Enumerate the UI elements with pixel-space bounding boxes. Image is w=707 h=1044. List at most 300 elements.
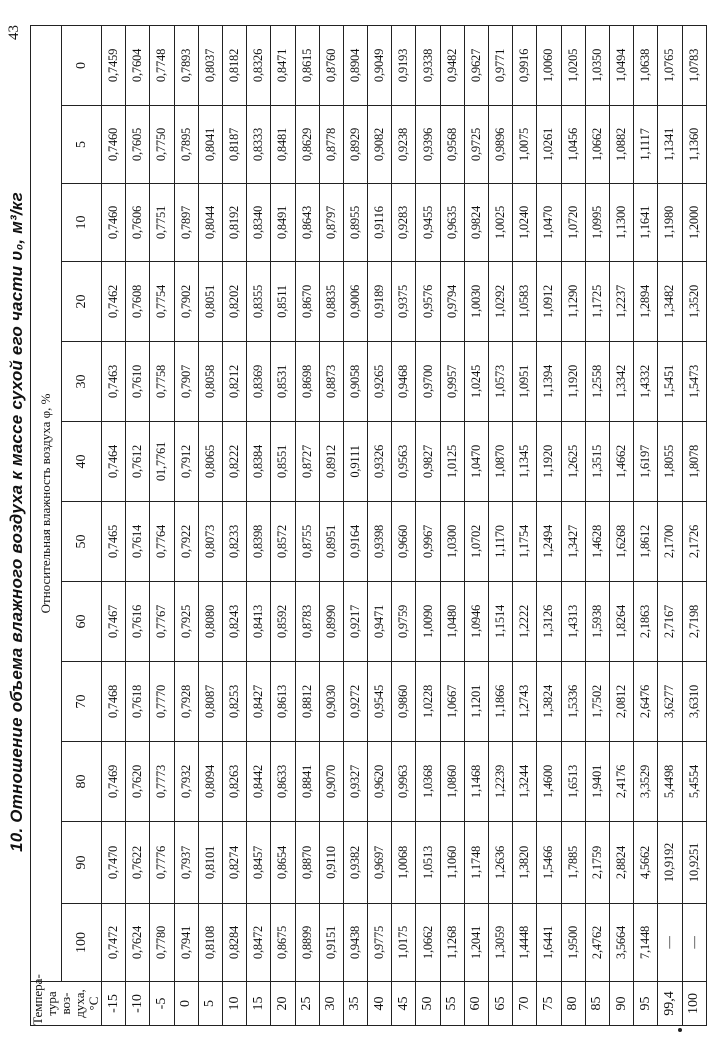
temperature-cell: 10 (222, 982, 246, 1026)
value-cell: 0,9283 (392, 184, 416, 262)
value-cell: 0,8182 (222, 25, 246, 105)
value-cell: 0,7468 (102, 662, 126, 742)
value-cell: 1,3515 (585, 422, 609, 502)
value-cell: 0,8929 (343, 106, 367, 184)
value-cell: 0,7620 (126, 742, 150, 822)
value-cell: 0,7751 (150, 184, 174, 262)
table-row (537, 25, 561, 1025)
humidity-group-header: Относительная влажность воздуха φ, % (31, 25, 62, 981)
humidity-column-header: 0 (62, 25, 102, 105)
value-cell: 1,2625 (561, 422, 585, 502)
value-cell: 0,7750 (150, 106, 174, 184)
value-cell: 0,8202 (222, 262, 246, 342)
table-row (368, 25, 392, 1025)
value-cell: 0,7907 (174, 342, 198, 422)
temperature-cell: 35 (343, 982, 367, 1026)
value-cell: 01,7761 (150, 422, 174, 502)
humidity-column-header: 100 (62, 904, 102, 982)
value-cell: 0,8326 (247, 25, 271, 105)
value-cell: 0,7470 (102, 822, 126, 904)
humidity-volume-table (30, 25, 707, 1026)
value-cell: 0,7754 (150, 262, 174, 342)
table-row (126, 25, 150, 1025)
value-cell: 1,0573 (489, 342, 513, 422)
value-cell: 0,9468 (392, 342, 416, 422)
value-cell: 0,7472 (102, 904, 126, 982)
value-cell: 0,7941 (174, 904, 198, 982)
value-cell: 1,6513 (561, 742, 585, 822)
value-cell: 0,9455 (416, 184, 440, 262)
value-cell: 0,9545 (368, 662, 392, 742)
value-cell: 0,7460 (102, 106, 126, 184)
table-row (198, 25, 222, 1025)
value-cell: 0,9438 (343, 904, 367, 982)
table-row (609, 25, 633, 1025)
temperature-cell: -15 (102, 982, 126, 1026)
value-cell: 1,0205 (561, 25, 585, 105)
value-cell: 1,3427 (561, 502, 585, 582)
value-cell: 1,3059 (489, 904, 513, 982)
table-row (102, 25, 126, 1025)
value-cell: 3,6277 (658, 662, 682, 742)
value-cell: 0,8471 (271, 25, 295, 105)
value-cell: 1,4332 (634, 342, 658, 422)
value-cell: 0,8778 (319, 106, 343, 184)
value-cell: 0,8333 (247, 106, 271, 184)
value-cell: 1,0300 (440, 502, 464, 582)
value-cell: 0,9326 (368, 422, 392, 502)
value-cell: 1,1290 (561, 262, 585, 342)
value-cell: 1,0292 (489, 262, 513, 342)
value-cell: 1,1514 (489, 582, 513, 662)
table-row (464, 25, 488, 1025)
temperature-cell: 30 (319, 982, 343, 1026)
value-cell: 1,4448 (513, 904, 537, 982)
value-cell: 1,1345 (513, 422, 537, 502)
value-cell: 0,7776 (150, 822, 174, 904)
table-row (271, 25, 295, 1025)
value-cell: 1,5473 (682, 342, 707, 422)
value-cell: 0,7604 (126, 25, 150, 105)
value-cell: 1,0240 (513, 184, 537, 262)
value-cell: 1,2041 (464, 904, 488, 982)
value-cell: 0,7614 (126, 502, 150, 582)
value-cell: 1,1920 (561, 342, 585, 422)
table-row (489, 25, 513, 1025)
value-cell: 1,0662 (416, 904, 440, 982)
humidity-column-header: 5 (62, 106, 102, 184)
value-cell: 1,1201 (464, 662, 488, 742)
value-cell: 0,9824 (464, 184, 488, 262)
value-cell: 0,8613 (271, 662, 295, 742)
value-cell: 1,6268 (609, 502, 633, 582)
value-cell: 0,7902 (174, 262, 198, 342)
value-cell: 1,0946 (464, 582, 488, 662)
temperature-cell: 50 (416, 982, 440, 1026)
value-cell: 1,6441 (537, 904, 561, 982)
value-cell: 0,9725 (464, 106, 488, 184)
temperature-cell: 55 (440, 982, 464, 1026)
value-cell: 1,1360 (682, 106, 707, 184)
value-cell: 0,7618 (126, 662, 150, 742)
temperature-cell: 15 (247, 982, 271, 1026)
value-cell: 2,4762 (585, 904, 609, 982)
humidity-column-header: 50 (62, 502, 102, 582)
value-cell: 1,0228 (416, 662, 440, 742)
value-cell: 2,1726 (682, 502, 707, 582)
humidity-column-header: 70 (62, 662, 102, 742)
value-cell: — (658, 904, 682, 982)
humidity-column-header: 10 (62, 184, 102, 262)
table-row (392, 25, 416, 1025)
value-cell: 0,7748 (150, 25, 174, 105)
value-cell: 0,8340 (247, 184, 271, 262)
value-cell: 1,1980 (658, 184, 682, 262)
value-cell: 0,8572 (271, 502, 295, 582)
value-cell: 0,8951 (319, 502, 343, 582)
humidity-column-header-row (62, 25, 102, 1025)
value-cell: 1,8078 (682, 422, 707, 502)
value-cell: 0,8675 (271, 904, 295, 982)
temperature-cell: -5 (150, 982, 174, 1026)
value-cell: 1,0125 (440, 422, 464, 502)
table-body (102, 25, 707, 1025)
value-cell: 0,8551 (271, 422, 295, 502)
humidity-column-header: 80 (62, 742, 102, 822)
value-cell: 0,9338 (416, 25, 440, 105)
value-cell: 1,2237 (609, 262, 633, 342)
value-cell: 0,7912 (174, 422, 198, 502)
value-cell: 1,1300 (609, 184, 633, 262)
value-cell: 0,8615 (295, 25, 319, 105)
value-cell: 0,9660 (392, 502, 416, 582)
value-cell: 1,0765 (658, 25, 682, 105)
value-cell: 1,0494 (609, 25, 633, 105)
value-cell: 0,8835 (319, 262, 343, 342)
value-cell: 2,0812 (609, 662, 633, 742)
value-cell: 0,8457 (247, 822, 271, 904)
value-cell: 0,9030 (319, 662, 343, 742)
value-cell: 0,7767 (150, 582, 174, 662)
value-cell: 0,8531 (271, 342, 295, 422)
value-cell: 0,8274 (222, 822, 246, 904)
value-cell: 1,1748 (464, 822, 488, 904)
value-cell: 2,4176 (609, 742, 633, 822)
value-cell: — (682, 904, 707, 982)
value-cell: 0,7895 (174, 106, 198, 184)
value-cell: 1,9401 (585, 742, 609, 822)
temperature-cell: 60 (464, 982, 488, 1026)
value-cell: 0,8253 (222, 662, 246, 742)
table-row (343, 25, 367, 1025)
value-cell: 0,9627 (464, 25, 488, 105)
value-cell: 1,0350 (585, 25, 609, 105)
value-cell: 1,1754 (513, 502, 537, 582)
value-cell: 0,8955 (343, 184, 367, 262)
value-cell: 0,8783 (295, 582, 319, 662)
value-cell: 0,8243 (222, 582, 246, 662)
value-cell: 0,7770 (150, 662, 174, 742)
value-cell: 0,7612 (126, 422, 150, 502)
value-cell: 1,0662 (585, 106, 609, 184)
value-cell: 1,0470 (537, 184, 561, 262)
value-cell: 0,8841 (295, 742, 319, 822)
value-cell: 0,9771 (489, 25, 513, 105)
value-cell: 1,0245 (464, 342, 488, 422)
value-cell: 1,5451 (658, 342, 682, 422)
value-cell: 10,9192 (658, 822, 682, 904)
temperature-cell: 95 (634, 982, 658, 1026)
value-cell: 1,3820 (513, 822, 537, 904)
value-cell: 0,8481 (271, 106, 295, 184)
value-cell: 0,8222 (222, 422, 246, 502)
value-cell: 0,7897 (174, 184, 198, 262)
value-cell: 0,8643 (295, 184, 319, 262)
value-cell: 1,1170 (489, 502, 513, 582)
value-cell: 0,8727 (295, 422, 319, 502)
value-cell: 1,1725 (585, 262, 609, 342)
value-cell: 1,0667 (440, 662, 464, 742)
value-cell: 1,1060 (440, 822, 464, 904)
value-cell: 0,7928 (174, 662, 198, 742)
value-cell: 0,8670 (295, 262, 319, 342)
table-row (295, 25, 319, 1025)
value-cell: 1,8264 (609, 582, 633, 662)
humidity-column-header: 40 (62, 422, 102, 502)
value-cell: 0,9620 (368, 742, 392, 822)
temperature-cell: 40 (368, 982, 392, 1026)
value-cell: 0,9568 (440, 106, 464, 184)
value-cell: 1,9500 (561, 904, 585, 982)
value-cell: 0,9193 (392, 25, 416, 105)
value-cell: 1,3824 (537, 662, 561, 742)
value-cell: 0,8051 (198, 262, 222, 342)
value-cell: 0,8384 (247, 422, 271, 502)
value-cell: 0,9151 (319, 904, 343, 982)
value-cell: 1,8055 (658, 422, 682, 502)
value-cell: 0,7624 (126, 904, 150, 982)
temperature-cell: 65 (489, 982, 513, 1026)
value-cell: 0,9860 (392, 662, 416, 742)
value-cell: 0,7465 (102, 502, 126, 582)
value-cell: 0,8108 (198, 904, 222, 982)
value-cell: 0,9963 (392, 742, 416, 822)
value-cell: 0,8592 (271, 582, 295, 662)
value-cell: 0,9697 (368, 822, 392, 904)
value-cell: 0,8094 (198, 742, 222, 822)
value-cell: 0,9164 (343, 502, 367, 582)
value-cell: 0,8698 (295, 342, 319, 422)
value-cell: 1,1866 (489, 662, 513, 742)
value-cell: 5,4554 (682, 742, 707, 822)
value-cell: 5,4498 (658, 742, 682, 822)
value-cell: 1,0860 (440, 742, 464, 822)
value-cell: 0,7773 (150, 742, 174, 822)
value-cell: 0,7462 (102, 262, 126, 342)
value-cell: 0,8044 (198, 184, 222, 262)
table-row (416, 25, 440, 1025)
value-cell: 2,7198 (682, 582, 707, 662)
value-cell: 0,7463 (102, 342, 126, 422)
value-cell: 1,2000 (682, 184, 707, 262)
value-cell: 2,1700 (658, 502, 682, 582)
value-cell: 1,2894 (634, 262, 658, 342)
value-cell: 0,7460 (102, 184, 126, 262)
value-cell: 1,0995 (585, 184, 609, 262)
humidity-column-header: 20 (62, 262, 102, 342)
value-cell: 1,0951 (513, 342, 537, 422)
value-cell: 0,9916 (513, 25, 537, 105)
value-cell: 0,8284 (222, 904, 246, 982)
value-cell: 1,0638 (634, 25, 658, 105)
value-cell: 1,4628 (585, 502, 609, 582)
value-cell: 1,7502 (585, 662, 609, 742)
value-cell: 1,3342 (609, 342, 633, 422)
value-cell: 1,0870 (489, 422, 513, 502)
table-row (174, 25, 198, 1025)
value-cell: 0,8073 (198, 502, 222, 582)
value-cell: 3,6310 (682, 662, 707, 742)
value-cell: 2,1759 (585, 822, 609, 904)
value-cell: 0,7932 (174, 742, 198, 822)
temperature-cell: 75 (537, 982, 561, 1026)
temperature-cell: -10 (126, 982, 150, 1026)
value-cell: 0,9794 (440, 262, 464, 342)
value-cell: 0,8899 (295, 904, 319, 982)
value-cell: 1,1117 (634, 106, 658, 184)
value-cell: 0,7610 (126, 342, 150, 422)
value-cell: 0,8633 (271, 742, 295, 822)
table-row (150, 25, 174, 1025)
value-cell: 0,9217 (343, 582, 367, 662)
value-cell: 1,5336 (561, 662, 585, 742)
value-cell: 1,6197 (634, 422, 658, 502)
value-cell: 0,7937 (174, 822, 198, 904)
temperature-cell: 90 (609, 982, 633, 1026)
value-cell: 0,9327 (343, 742, 367, 822)
value-cell: 0,9265 (368, 342, 392, 422)
table-row (561, 25, 585, 1025)
value-cell: 0,9382 (343, 822, 367, 904)
value-cell: 0,8058 (198, 342, 222, 422)
value-cell: 0,9116 (368, 184, 392, 262)
table-row (440, 25, 464, 1025)
value-cell: 0,9110 (319, 822, 343, 904)
value-cell: 0,8491 (271, 184, 295, 262)
value-cell: 0,9471 (368, 582, 392, 662)
value-cell: 1,5466 (537, 822, 561, 904)
value-cell: 0,8472 (247, 904, 271, 982)
value-cell: 0,9111 (343, 422, 367, 502)
value-cell: 0,9896 (489, 106, 513, 184)
value-cell: 2,1863 (634, 582, 658, 662)
value-cell: 0,9375 (392, 262, 416, 342)
value-cell: 0,8080 (198, 582, 222, 662)
table-row (319, 25, 343, 1025)
temperature-cell: 70 (513, 982, 537, 1026)
value-cell: 0,9700 (416, 342, 440, 422)
value-cell: 0,8413 (247, 582, 271, 662)
value-cell: 0,8873 (319, 342, 343, 422)
value-cell: 0,9049 (368, 25, 392, 105)
temperature-cell: 45 (392, 982, 416, 1026)
value-cell: 0,7925 (174, 582, 198, 662)
value-cell: 1,0068 (392, 822, 416, 904)
value-cell: 1,2222 (513, 582, 537, 662)
value-cell: 2,7167 (658, 582, 682, 662)
value-cell: 0,9070 (319, 742, 343, 822)
value-cell: 1,0175 (392, 904, 416, 982)
value-cell: 1,0702 (464, 502, 488, 582)
value-cell: 0,9576 (416, 262, 440, 342)
value-cell: 0,8355 (247, 262, 271, 342)
value-cell: 1,0783 (682, 25, 707, 105)
value-cell: 0,8398 (247, 502, 271, 582)
value-cell: 0,8369 (247, 342, 271, 422)
table-row (247, 25, 271, 1025)
value-cell: 1,0513 (416, 822, 440, 904)
value-cell: 0,8065 (198, 422, 222, 502)
value-cell: 1,0720 (561, 184, 585, 262)
value-cell: 1,5938 (585, 582, 609, 662)
value-cell: 0,9957 (440, 342, 464, 422)
value-cell: 0,8212 (222, 342, 246, 422)
value-cell: 0,7608 (126, 262, 150, 342)
temperature-cell: 25 (295, 982, 319, 1026)
value-cell: 0,8233 (222, 502, 246, 582)
temperature-cell: 20 (271, 982, 295, 1026)
table-row (658, 25, 682, 1025)
value-cell: 0,8629 (295, 106, 319, 184)
value-cell: 1,3244 (513, 742, 537, 822)
value-cell: 1,0882 (609, 106, 633, 184)
value-cell: 0,9272 (343, 662, 367, 742)
value-cell: 0,8797 (319, 184, 343, 262)
value-cell: 1,0583 (513, 262, 537, 342)
table-row (682, 25, 707, 1025)
value-cell: 0,8870 (295, 822, 319, 904)
value-cell: 0,8041 (198, 106, 222, 184)
temperature-cell: 5 (198, 982, 222, 1026)
value-cell: 0,9006 (343, 262, 367, 342)
value-cell: 0,8192 (222, 184, 246, 262)
value-cell: 0,8755 (295, 502, 319, 582)
value-cell: 1,7885 (561, 822, 585, 904)
value-cell: 0,7922 (174, 502, 198, 582)
value-cell: 0,8427 (247, 662, 271, 742)
value-cell: 0,9827 (416, 422, 440, 502)
value-cell: 0,9775 (368, 904, 392, 982)
value-cell: 1,2494 (537, 502, 561, 582)
value-cell: 0,8187 (222, 106, 246, 184)
value-cell: 0,9482 (440, 25, 464, 105)
value-cell: 0,9759 (392, 582, 416, 662)
value-cell: 1,1920 (537, 422, 561, 502)
value-cell: 1,0030 (464, 262, 488, 342)
temperature-cell: 100 (682, 982, 707, 1026)
value-cell: 0,8101 (198, 822, 222, 904)
table-frame (30, 26, 702, 1026)
value-cell: 7,1448 (634, 904, 658, 982)
value-cell: 1,1641 (634, 184, 658, 262)
value-cell: 1,0480 (440, 582, 464, 662)
value-cell: 1,1394 (537, 342, 561, 422)
value-cell: 1,0456 (561, 106, 585, 184)
value-cell: 1,3126 (537, 582, 561, 662)
page-number: 43 (6, 25, 22, 40)
table-row (634, 25, 658, 1025)
value-cell: 1,0025 (489, 184, 513, 262)
